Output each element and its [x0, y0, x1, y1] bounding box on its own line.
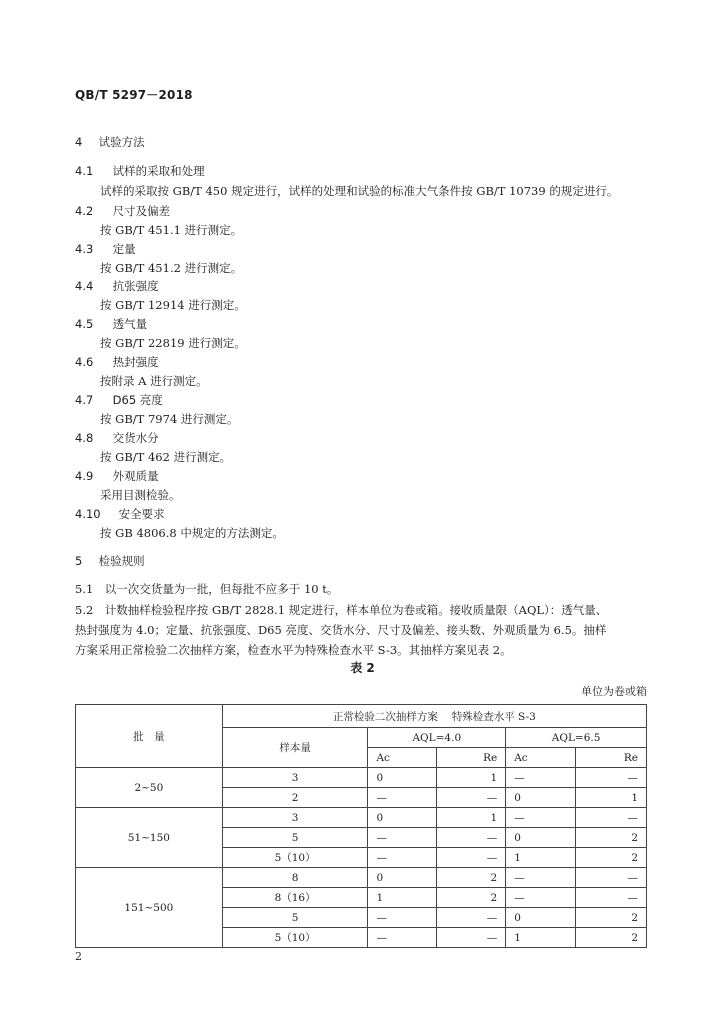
clause-text: 按 GB/T 451.2 进行测定。 — [100, 261, 243, 275]
section-5-heading — [75, 553, 145, 569]
table-row: 8（16） 1 2 — — — [76, 888, 647, 908]
clause-heading: 4.7 D65 亮度 — [75, 393, 163, 407]
table-caption: 表 2 — [350, 661, 375, 675]
clause-5-2-line-1: 5.2 计数抽样检验程序按 GB/T 2828.1 规定进行，样本单位为卷或箱。接收质量限（AQL）：透气量、 — [75, 603, 608, 617]
clause-heading: 4.3 定量 — [75, 242, 136, 256]
section-number: 4 — [75, 135, 83, 149]
clause-5-1: 5.1 以一次交货量为一批，但每批不应多于 10 t。 — [75, 582, 339, 596]
clause-text: 按 GB/T 462 进行测定。 — [100, 450, 232, 464]
header-re: Re — [437, 748, 506, 768]
clause-heading: 4.9 外观质量 — [75, 469, 159, 483]
table-row: 151~500 8 0 2 — — — [76, 868, 647, 888]
clause-text: 采用目测检验。 — [100, 488, 181, 502]
header-aql-4: AQL=4.0 — [368, 728, 506, 748]
header-plan: 正常检验二次抽样方案 特殊检查水平 S-3 — [222, 705, 646, 728]
header-ac: Ac — [506, 748, 576, 768]
clause-text: 按 GB/T 7974 进行测定。 — [100, 412, 239, 426]
clause-heading: 4.2 尺寸及偏差 — [75, 204, 171, 218]
header-aql-6-5: AQL=6.5 — [506, 728, 647, 748]
section-4-heading — [75, 134, 145, 150]
header-re: Re — [576, 748, 647, 768]
table-unit-note: 单位为卷或箱 — [581, 685, 647, 698]
clause-5-2-line-3: 方案采用正常检验二次抽样方案，检查水平为特殊检查水平 S-3。其抽样方案见表 2。 — [75, 643, 512, 657]
batch-cell: 51~150 — [76, 808, 223, 868]
header-ac: Ac — [368, 748, 437, 768]
clause-heading: 4.10 安全要求 — [75, 507, 165, 521]
batch-cell: 2~50 — [76, 768, 223, 808]
table-row: 51~150 3 0 1 — — — [76, 808, 647, 828]
clause-text: 试样的采取按 GB/T 450 规定进行，试样的处理和试验的标准大气条件按 GB/T 10739 的规定进行。 — [100, 184, 619, 198]
table-row: 5（10） — — 1 2 — [76, 928, 647, 948]
clause-text: 按 GB 4806.8 中规定的方法测定。 — [100, 526, 284, 540]
header-batch: 批 量 — [76, 705, 223, 768]
table-row: 2 — — 0 1 — [76, 788, 647, 808]
clause-text: 按附录 A 进行测定。 — [100, 374, 208, 388]
clause-heading: 4.1 试样的采取和处理 — [75, 164, 205, 178]
clause-heading: 4.4 抗张强度 — [75, 279, 159, 293]
batch-cell: 151~500 — [76, 868, 223, 948]
clause-heading: 4.5 透气量 — [75, 317, 148, 331]
clause-text: 按 GB/T 12914 进行测定。 — [100, 298, 246, 312]
table-row: 5（10） — — 1 2 — [76, 848, 647, 868]
clause-text: 按 GB/T 451.1 进行测定。 — [100, 223, 243, 237]
section-title: 检验规则 — [98, 554, 145, 568]
header-sample-size: 样本量 — [222, 728, 368, 768]
section-number: 5 — [75, 554, 83, 568]
clause-5-2-line-2: 热封强度为 4.0；定量、抗张强度、D65 亮度、交货水分、尺寸及偏差、接头数、外观质量为 6.5。抽样 — [75, 623, 607, 637]
section-title: 试验方法 — [98, 135, 145, 149]
standard-number: QB/T 5297－2018 — [75, 88, 193, 102]
clause-heading: 4.8 交货水分 — [75, 431, 159, 445]
sampling-plan-table — [75, 704, 647, 948]
clause-heading: 4.6 热封强度 — [75, 355, 159, 369]
page-number: 2 — [75, 950, 82, 963]
table-row: 5 — — 0 2 — [76, 908, 647, 928]
table-row: 2~50 3 0 1 — — — [76, 768, 647, 788]
table-row: 5 — — 0 2 — [76, 828, 647, 848]
clause-text: 按 GB/T 22819 进行测定。 — [100, 336, 246, 350]
